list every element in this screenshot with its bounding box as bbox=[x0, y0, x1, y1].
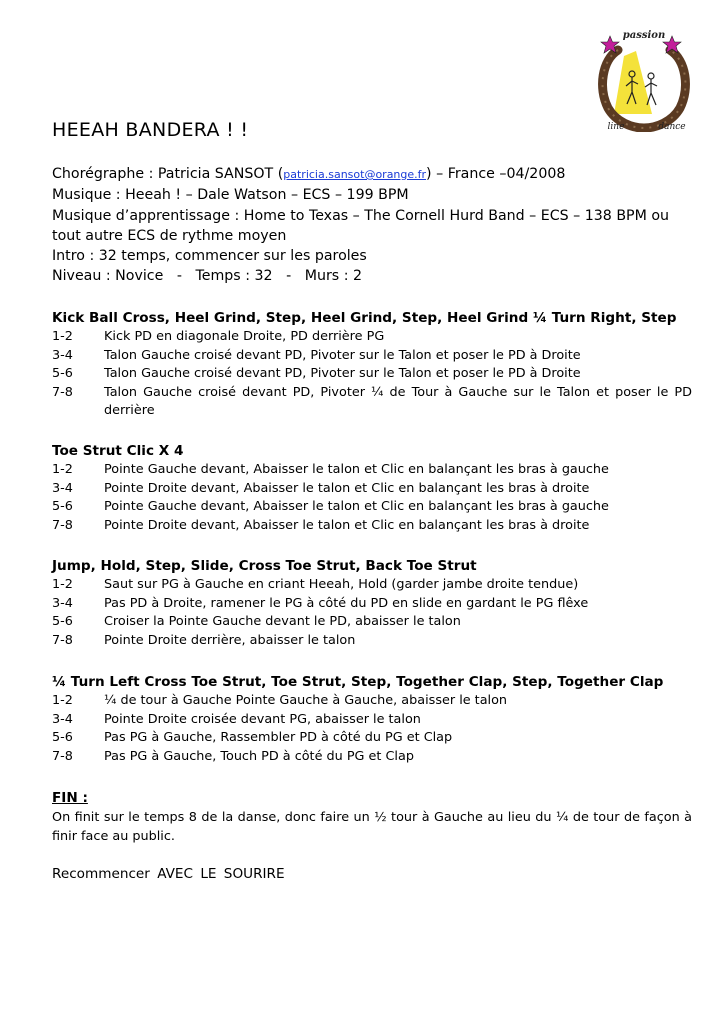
step-count: 5-6 bbox=[52, 730, 73, 746]
step-row bbox=[52, 498, 692, 517]
closing-line: Recommencer AVEC LE SOURIRE bbox=[52, 866, 285, 882]
logo-top-text: passion bbox=[622, 30, 666, 41]
choreographer-text: Chorégraphe : Patricia SANSOT ( bbox=[52, 166, 284, 182]
step-text: Pas PD à Droite, ramener le PG à côté du PD en slide en gardant le PG flêxe bbox=[104, 595, 589, 611]
music-line: Musique : Heeah ! – Dale Watson – ECS – 199 BPM bbox=[52, 187, 409, 204]
step-count: 7-8 bbox=[52, 632, 73, 648]
fin-title: FIN : bbox=[52, 790, 88, 806]
logo-left-text: line bbox=[607, 122, 625, 132]
step-text: Pointe Droite devant, Abaisser le talon et Clic en balançant les bras à droite bbox=[104, 480, 590, 496]
section-title: ¼ Turn Left Cross Toe Strut, Toe Strut, Step, Together Clap, Step, Together Clap bbox=[52, 674, 664, 690]
section-title: Toe Strut Clic X 4 bbox=[52, 443, 184, 459]
step-text: Talon Gauche croisé devant PD, Pivoter sur le Talon et poser le PD à Droite bbox=[104, 347, 581, 363]
step-text: Saut sur PG à Gauche en criant Heeah, Hold (garder jambe droite tendue) bbox=[104, 577, 579, 592]
step-text: Pointe Droite derrière, abaisser le talon bbox=[104, 632, 356, 648]
section-title: Jump, Hold, Step, Slide, Cross Toe Strut, Back Toe Strut bbox=[52, 558, 477, 574]
step-text: Kick PD en diagonale Droite, PD derrière PG bbox=[104, 329, 385, 344]
step-count: 3-4 bbox=[52, 595, 73, 611]
step-count: 3-4 bbox=[52, 480, 73, 496]
fin-text: On finit sur le temps 8 de la danse, donc faire un ½ tour à Gauche au lieu du ¼ de tour de façon à finir face au public. bbox=[52, 810, 692, 844]
step-count: 5-6 bbox=[52, 499, 73, 515]
step-row bbox=[52, 595, 692, 614]
intro-line: Intro : 32 temps, commencer sur les paroles bbox=[52, 248, 367, 265]
step-count: 1-2 bbox=[52, 577, 73, 592]
step-text: Pas PG à Gauche, Touch PD à côté du PG et Clap bbox=[104, 748, 414, 764]
step-row bbox=[52, 632, 692, 651]
step-row bbox=[52, 365, 692, 384]
logo-right-text: dance bbox=[658, 122, 686, 132]
horseshoe-logo-icon bbox=[596, 26, 692, 132]
step-count: 5-6 bbox=[52, 366, 73, 382]
step-row bbox=[52, 480, 692, 499]
level-line: Niveau : Novice - Temps : 32 - Murs : 2 bbox=[52, 268, 363, 285]
step-count: 1-2 bbox=[52, 329, 73, 344]
step-text: Pointe Droite croisée devant PG, abaisser le talon bbox=[104, 711, 421, 727]
step-row bbox=[52, 613, 692, 632]
dance-title: HEEAH BANDERA ! ! bbox=[52, 119, 249, 141]
step-row bbox=[52, 692, 692, 711]
section-1 bbox=[52, 309, 692, 421]
section-3 bbox=[52, 557, 692, 650]
step-row bbox=[52, 384, 692, 421]
step-row bbox=[52, 461, 692, 480]
step-row bbox=[52, 748, 692, 767]
dance-info bbox=[52, 164, 692, 287]
step-text: Pas PG à Gauche, Rassembler PD à côté du PG et Clap bbox=[104, 730, 453, 746]
step-count: 7-8 bbox=[52, 748, 73, 764]
section-title: Kick Ball Cross, Heel Grind, Step, Heel Grind, Step, Heel Grind ¼ Turn Right, Step bbox=[52, 310, 677, 326]
step-row bbox=[52, 729, 692, 748]
step-text: Talon Gauche croisé devant PD, Pivoter sur le Talon et poser le PD à Droite bbox=[104, 366, 581, 382]
step-row bbox=[52, 576, 692, 595]
section-2 bbox=[52, 442, 692, 535]
step-text: ¼ de tour à Gauche Pointe Gauche à Gauche, abaisser le talon bbox=[104, 693, 508, 708]
step-count: 7-8 bbox=[52, 517, 73, 533]
step-row bbox=[52, 517, 692, 536]
step-row bbox=[52, 711, 692, 730]
step-count: 1-2 bbox=[52, 462, 73, 477]
step-count: 3-4 bbox=[52, 347, 73, 363]
step-count: 3-4 bbox=[52, 711, 73, 727]
learning-music-line: Musique d’apprentissage : Home to Texas – The Cornell Hurd Band – ECS – 138 BPM ou tout autre ECS de rythme moyen bbox=[52, 207, 670, 244]
step-text: Talon Gauche croisé devant PD, Pivoter ¼ de Tour à Gauche sur le Talon et poser le PD derrière bbox=[104, 384, 692, 419]
step-row bbox=[52, 347, 692, 366]
passion-line-dance-logo bbox=[596, 26, 692, 132]
step-count: 7-8 bbox=[52, 384, 73, 400]
step-text: Pointe Gauche devant, Abaisser le talon et Clic en balançant les bras à gauche bbox=[104, 499, 609, 515]
country-date-text: ) – France –04/2008 bbox=[426, 166, 566, 182]
fin-section bbox=[52, 789, 692, 846]
step-count: 1-2 bbox=[52, 693, 73, 708]
email-link[interactable]: patricia.sansot@orange.fr bbox=[283, 168, 427, 181]
section-4 bbox=[52, 673, 692, 766]
choreographer-line bbox=[52, 164, 692, 185]
step-text: Pointe Droite devant, Abaisser le talon et Clic en balançant les bras à droite bbox=[104, 517, 590, 533]
step-row bbox=[52, 328, 692, 347]
step-text: Croiser la Pointe Gauche devant le PD, abaisser le talon bbox=[104, 614, 461, 630]
step-count: 5-6 bbox=[52, 614, 73, 630]
step-text: Pointe Gauche devant, Abaisser le talon et Clic en balançant les bras à gauche bbox=[104, 462, 609, 477]
